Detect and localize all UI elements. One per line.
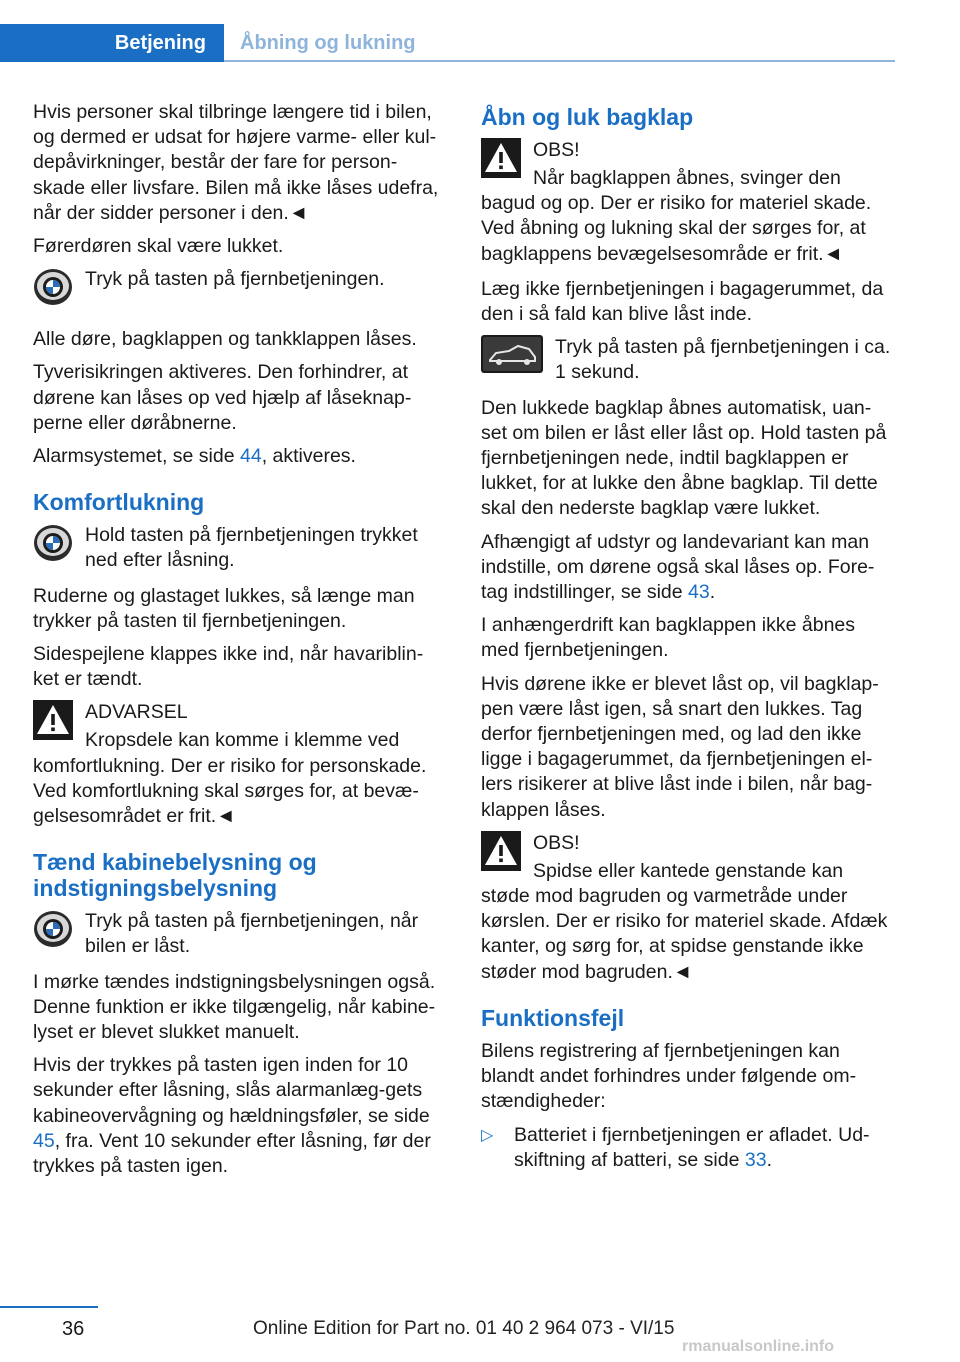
header-rule <box>224 60 895 62</box>
paragraph: Den lukkede bagklap åbnes automatisk, uan-set om bilen er låst eller låst op. Hold tasten på fjernbetjeningen nede, indtil bagklappen er lukket, for at lukke den åbne bagklap. Til dette skal den nederste bagklap være lukket. <box>481 396 887 520</box>
warning-text: komfortlukning. Der er risiko for personskade. Ved komfortlukning skal sørges for, at bevæ-gelsesområdet er frit.◄ <box>33 754 427 828</box>
paragraph: I anhængerdrift kan bagklappen ikke åbnes med fjernbetjeningen. <box>481 614 856 662</box>
right-column <box>481 100 894 1173</box>
warning-box <box>33 700 448 829</box>
paragraph: Sidespejlene klappes ikke ind, når havariblin-ket er tændt. <box>33 643 424 691</box>
remote-lock-button-icon <box>33 267 73 307</box>
caution-text: Spidse eller kantede genstande kan <box>533 859 844 882</box>
warning-title: ADVARSEL <box>85 701 188 724</box>
lock-instruction <box>33 267 448 317</box>
page-link-45[interactable]: 45 <box>33 1129 55 1152</box>
paragraph: Alle døre, bagklappen og tankklappen låses. <box>33 328 417 351</box>
bullet-triangle-icon: ▷ <box>481 1126 494 1144</box>
section-tab[interactable]: Betjening <box>0 24 224 62</box>
warning-triangle-icon <box>481 831 521 871</box>
remote-lock-button-icon <box>33 523 73 563</box>
warning-triangle-icon <box>481 138 521 178</box>
paragraph: Tyverisikringen aktiveres. Den forhindrer, at dørene kan låses op ved hjælp af låseknap-perne eller døråbnerne. <box>33 361 412 434</box>
paragraph: Hvis der trykkes på tasten igen inden for 10 sekunder efter låsning, slås alarmanlæg-gets kabineovervågning og hældningsføler, se side 45, fra. Vent 10 sekunder efter låsning, før der trykkes på tasten igen. <box>33 1054 431 1178</box>
list-item: ▷ Batteriet i fjernbetjeningen er afladet. Ud-skiftning af batteri, se side 33. <box>481 1123 870 1171</box>
section-heading-komfortlukning: Komfortlukning <box>33 489 205 516</box>
malfunction-list <box>481 1123 894 1173</box>
comfort-close-instruction <box>33 523 448 573</box>
warning-text: Kropsdele kan komme i klemme ved <box>85 729 400 752</box>
instruction-text: Tryk på tasten på fjernbetjeningen i ca. 1 sekund. <box>555 336 891 384</box>
page-link-43[interactable]: 43 <box>688 581 710 604</box>
caution-box <box>481 831 894 985</box>
section-heading-kabinebelysning: Tænd kabinebelysning og indstigningsbelysning <box>33 849 317 902</box>
caution-text: bagud og op. Der er risiko for materiel skade. Ved åbning og lukning skal der sørges for, at bagklappens bevægelsesområde er frit.◄ <box>481 192 872 265</box>
watermark: rmanualsonline.info <box>682 1338 835 1355</box>
instruction-text: Hold tasten på fjernbetjeningen trykket ned efter låsning. <box>85 524 418 572</box>
page-link-33[interactable]: 33 <box>744 1148 767 1171</box>
instruction-text: Tryk på tasten på fjernbetjeningen. <box>85 268 385 291</box>
footer-rule <box>0 1306 98 1308</box>
page-number: 36 <box>62 1318 85 1340</box>
caution-title: OBS! <box>533 139 580 161</box>
remote-lock-button-icon <box>33 909 73 949</box>
header-bar <box>0 24 895 62</box>
left-column <box>33 100 448 1187</box>
edition-text: Online Edition for Part no. 01 40 2 964 073 - VI/15 <box>253 1318 675 1339</box>
warning-triangle-icon <box>33 700 73 740</box>
section-heading-bagklap: Åbn og luk bagklap <box>481 104 694 130</box>
caution-box <box>481 138 894 267</box>
caution-text: støde mod bagruden og varmetråde under kørslen. Der er risiko for materiel skade. Afdæk kanter, og sørg for, at spidse genstande ikke støder mod bagruden.◄ <box>481 885 888 983</box>
instruction-text: Tryk på tasten på fjernbetjeningen, når bilen er låst. <box>85 910 419 958</box>
paragraph: Hvis dørene ikke er blevet låst op, vil bagklap-pen være låst igen, så snart den lukkes. Tag derfor fjernbetjeningen med, og lad den ikke ligge i bagagerummet, da fjernbetjeningen el-lers risikerer at blive låst inde i bilen, når bag-klappen låses. <box>481 672 879 821</box>
page-link-44[interactable]: 44 <box>239 445 262 468</box>
paragraph: I mørke tændes indstigningsbelysningen også. Denne funktion er ikke tilgængelig, når kabine-lyset er blevet slukket manuelt. <box>33 970 436 1044</box>
tailgate-instruction <box>481 335 894 385</box>
paragraph: Afhængigt af udstyr og landevariant kan man indstille, om dørene også skal låses op. Fore-tag indstillinger, se side 43. <box>481 530 875 604</box>
subsection-tab[interactable]: Åbning og lukning <box>240 31 416 54</box>
paragraph: Førerdøren skal være lukket. <box>33 235 284 258</box>
section-heading-funktionsfejl: Funktionsfejl <box>481 1004 625 1031</box>
caution-text: Når bagklappen åbnes, svinger den <box>533 167 841 189</box>
paragraph: Hvis personer skal tilbringe længere tid i bilen, og dermed er udsat for højere varme- eller kul-depåvirkninger, består der fare for person-skade eller livsfare. Bilen må ikke låses udefra, når der sidder personer i den.◄ <box>33 101 439 224</box>
paragraph: Alarmsystemet, se side 44, aktiveres. <box>33 445 356 468</box>
tailgate-button-icon <box>481 335 543 373</box>
paragraph: Bilens registrering af fjernbetjeningen kan blandt andet forhindres under følgende om-stændigheder: <box>481 1039 857 1113</box>
paragraph: Ruderne og glastaget lukkes, så længe man trykker på tasten til fjernbetjeningen. <box>33 584 415 632</box>
caution-title: OBS! <box>533 831 580 854</box>
paragraph: Læg ikke fjernbetjeningen i bagagerummet, da den i så fald kan blive låst inde. <box>481 277 884 326</box>
cabin-light-instruction <box>33 909 448 959</box>
